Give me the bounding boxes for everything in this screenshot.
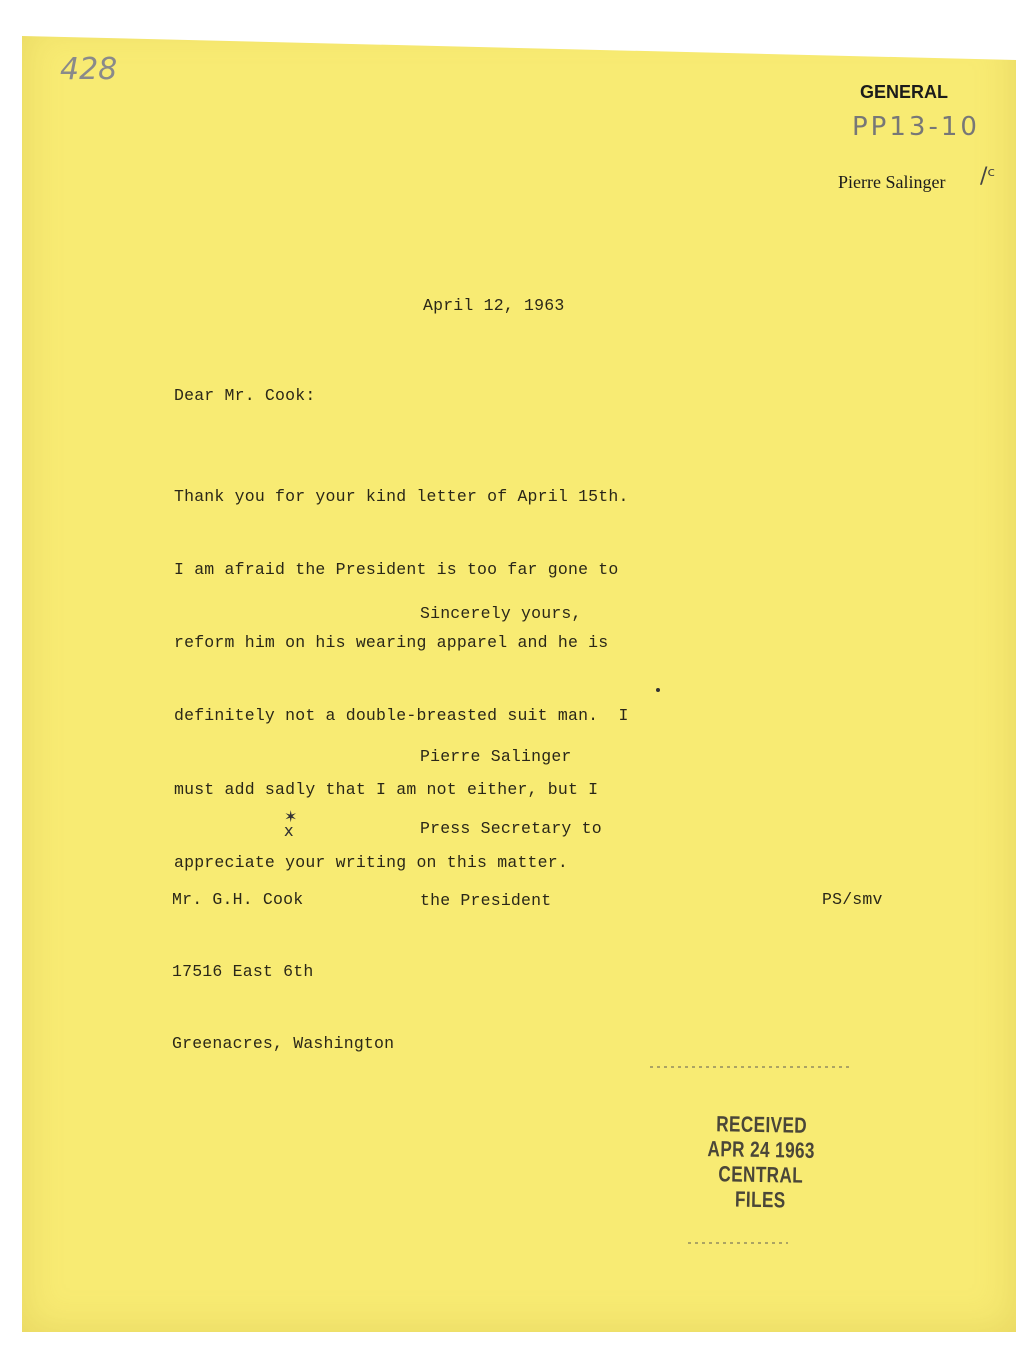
handwritten-file-code: PP13-10 xyxy=(852,112,980,142)
body-line: appreciate your writing on this matter. xyxy=(174,852,568,872)
signature-name: Pierre Salinger xyxy=(420,747,572,766)
asterisk-mark-icon: ✶ x xyxy=(284,807,298,840)
signature-block xyxy=(420,697,602,937)
recipient-address xyxy=(172,840,394,1080)
received-stamp xyxy=(675,1111,847,1214)
check-mark-icon: /ᶜ xyxy=(980,164,996,189)
body-line: reform him on his wearing apparel and he is xyxy=(174,633,609,653)
stamp-smudge xyxy=(688,1242,788,1244)
body-line: Thank you for your kind letter of April 15th. xyxy=(174,486,629,506)
body-line: I am afraid the President is too far gone to xyxy=(174,560,619,580)
received-line-2: APR 24 1963 xyxy=(707,1136,816,1163)
closing: Sincerely yours, xyxy=(420,604,582,623)
name-stamp: Pierre Salinger xyxy=(838,172,946,192)
received-line-1: RECEIVED xyxy=(716,1111,808,1138)
received-line-3: CENTRAL FILES xyxy=(718,1161,804,1213)
signature-title-1: Press Secretary to xyxy=(420,819,602,838)
typist-initials: PS/smv xyxy=(822,890,883,909)
recipient-street: 17516 East 6th xyxy=(172,962,314,981)
body-line: must add sadly that I am not either, but I xyxy=(174,779,599,799)
stamp-smudge xyxy=(650,1066,850,1068)
handwritten-number: 428 xyxy=(60,52,118,87)
salutation: Dear Mr. Cook: xyxy=(174,386,316,405)
recipient-city: Greenacres, Washington xyxy=(172,1034,395,1053)
category-stamp: GENERAL xyxy=(860,82,949,102)
signature-title-2: the President xyxy=(420,891,552,910)
ink-dot xyxy=(656,688,660,692)
letter-date: April 12, 1963 xyxy=(423,296,565,315)
recipient-name: Mr. G.H. Cook xyxy=(172,890,304,909)
body-line: definitely not a double-breasted suit man. I xyxy=(174,706,629,726)
